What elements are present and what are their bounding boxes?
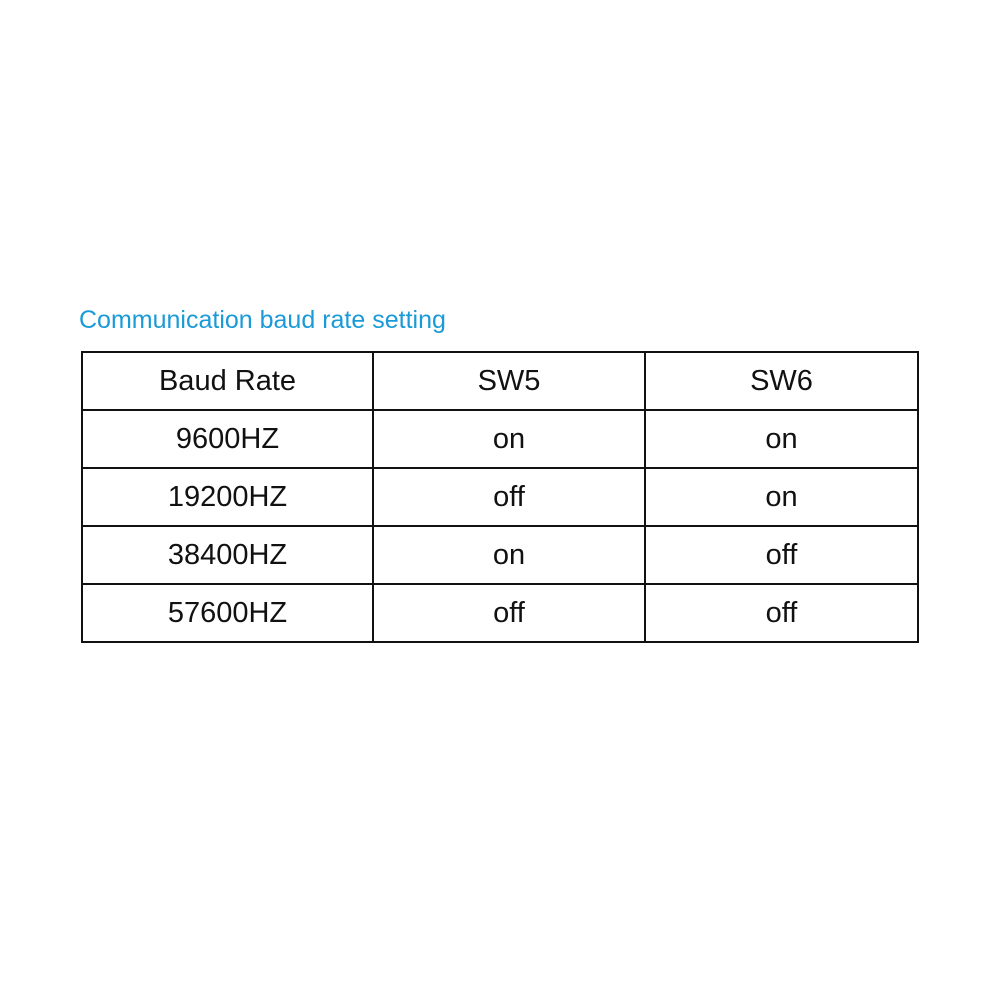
baud-rate-table (81, 351, 919, 643)
header-sw5: SW5 (373, 352, 645, 410)
table-row (82, 526, 918, 584)
table-row (82, 468, 918, 526)
table-title: Communication baud rate setting (79, 306, 446, 334)
cell-baud-rate: 9600HZ (82, 410, 373, 468)
cell-baud-rate: 19200HZ (82, 468, 373, 526)
table-row (82, 410, 918, 468)
cell-sw5: off (373, 468, 645, 526)
cell-baud-rate: 38400HZ (82, 526, 373, 584)
table-header-row (82, 352, 918, 410)
table-row (82, 584, 918, 642)
cell-sw5: on (373, 526, 645, 584)
header-baud-rate: Baud Rate (82, 352, 373, 410)
cell-sw6: off (645, 584, 918, 642)
cell-sw6: on (645, 468, 918, 526)
cell-sw5: off (373, 584, 645, 642)
header-sw6: SW6 (645, 352, 918, 410)
cell-sw5: on (373, 410, 645, 468)
cell-sw6: on (645, 410, 918, 468)
cell-baud-rate: 57600HZ (82, 584, 373, 642)
cell-sw6: off (645, 526, 918, 584)
